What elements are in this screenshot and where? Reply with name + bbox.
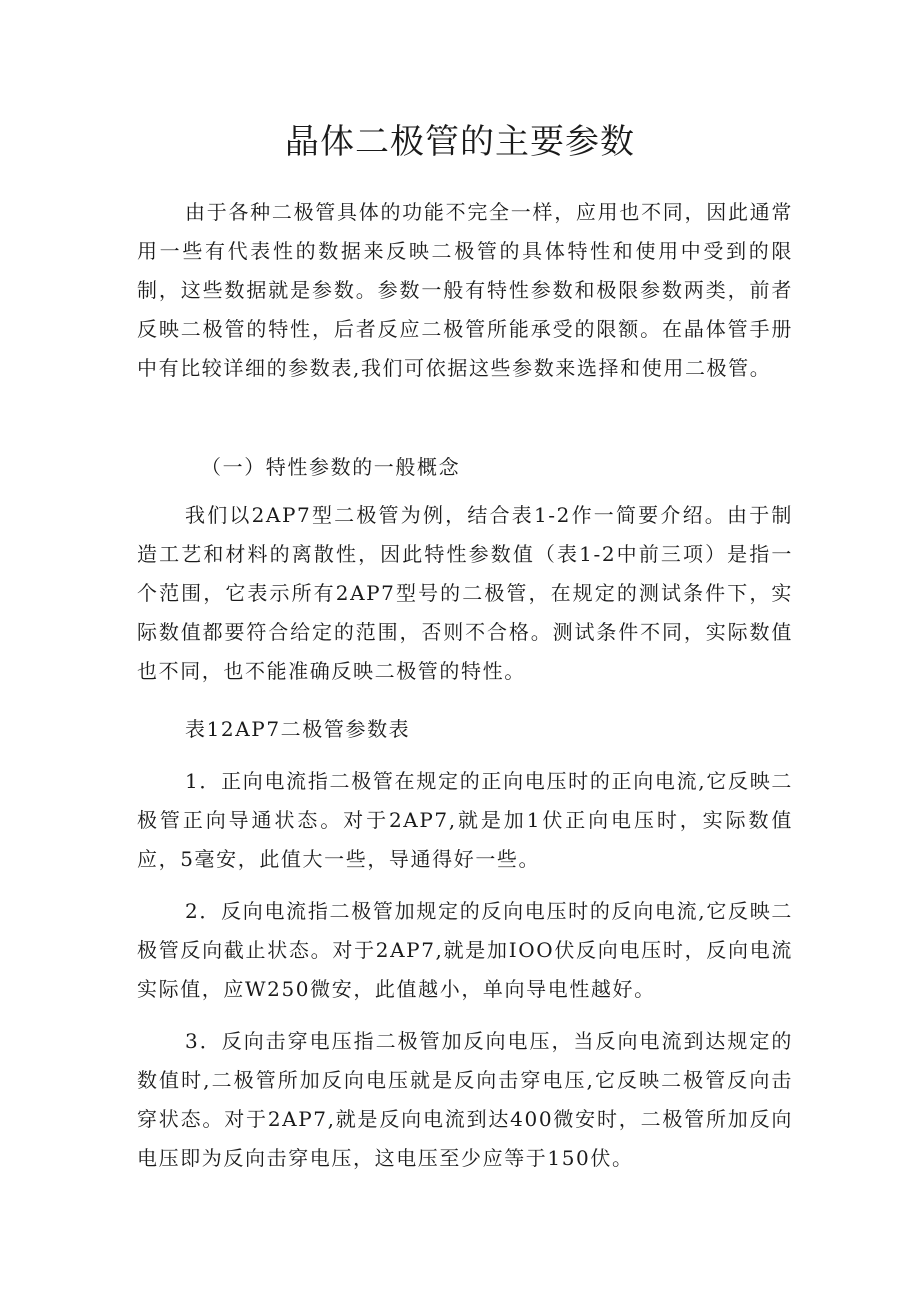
parameter-item-reverse-current: 2．反向电流指二极管加规定的反向电压时的反向电流,它反映二极管反向截止状态。对于2AP7,就是加IOO伏反向电压时，反向电流实际值，应W250微安，此值越小，单向导电性越好。 <box>137 899 793 1001</box>
section-paragraph: 我们以2AP7型二极管为例，结合表1-2作一简要介绍。由于制造工艺和材料的离散性，因此特性参数值（表1-2中前三项）是指一个范围，它表示所有2AP7型号的二极管，在规定的测试条件下，实际数值都要符合给定的范围，否则不合格。测试条件不同，实际数值也不同，也不能准确反映二极管的特性。 <box>137 503 793 683</box>
intro-paragraph: 由于各种二极管具体的功能不完全一样，应用也不同，因此通常用一些有代表性的数据来反映二极管的具体特性和使用中受到的限制，这些数据就是参数。参数一般有特性参数和极限参数两类，前者反映二极管的特性，后者反应二极管所能承受的限额。在晶体管手册中有比较详细的参数表,我们可依据这些参数来选择和使用二极管。 <box>137 200 793 380</box>
parameter-item-forward-current: 1．正向电流指二极管在规定的正向电压时的正向电流,它反映二极管正向导通状态。对于2AP7,就是加1伏正向电压时，实际数值应，5毫安，此值大一些，导通得好一些。 <box>137 769 793 871</box>
table-caption: 表12AP7二极管参数表 <box>185 717 411 741</box>
section-heading: （一）特性参数的一般概念 <box>201 455 461 479</box>
document-title: 晶体二极管的主要参数 <box>285 122 635 162</box>
parameter-item-breakdown-voltage: 3．反向击穿电压指二极管加反向电压，当反向电流到达规定的数值时,二极管所加反向电压就是反向击穿电压,它反映二极管反向击穿状态。对于2AP7,就是反向电流到达400微安时，二极管所加反向电压即为反向击穿电压，这电压至少应等于150伏。 <box>137 1029 793 1170</box>
